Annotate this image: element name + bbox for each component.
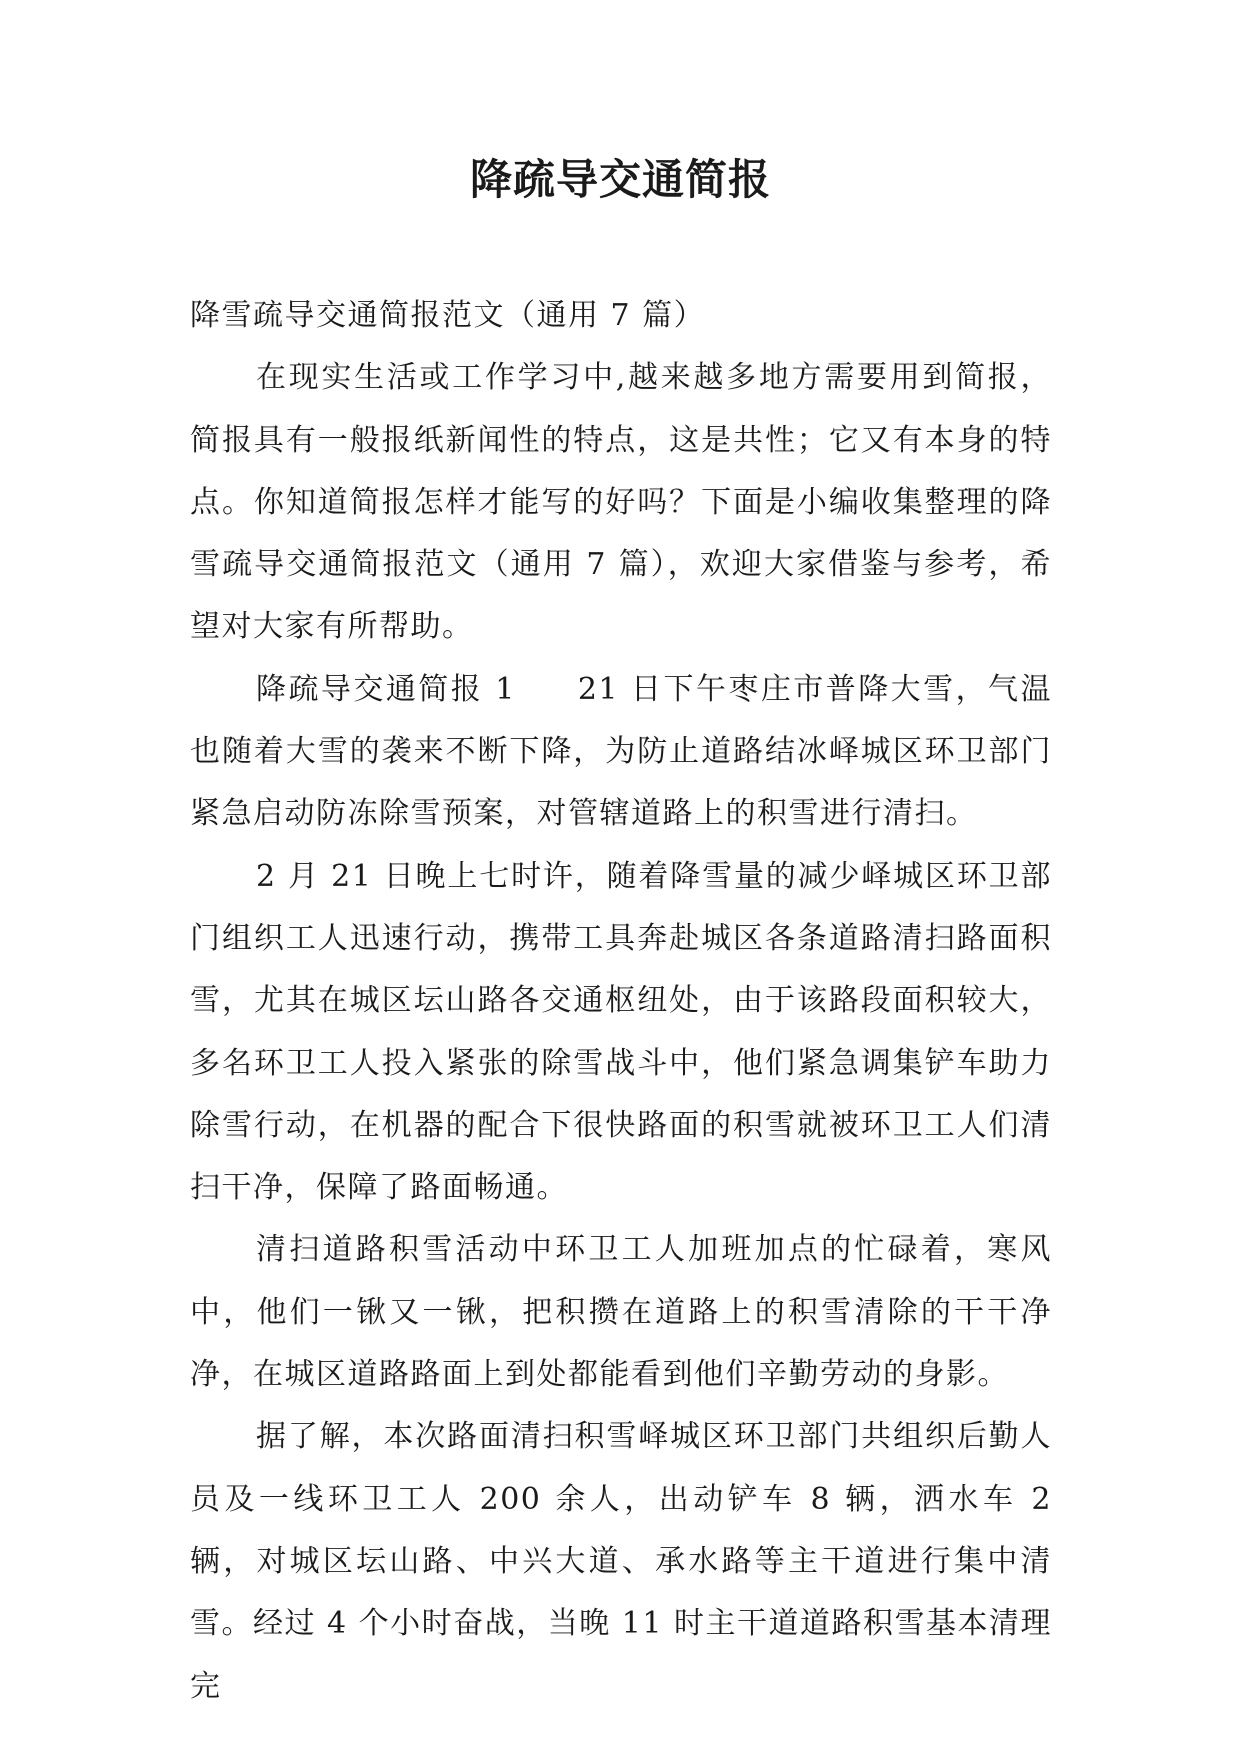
section-label: 降疏导交通简报 1 xyxy=(256,671,516,707)
body-paragraph: 清扫道路积雪活动中环卫工人加班加点的忙碌着，寒风中，他们一锹又一锹，把积攒在道路上的积雪清除的干干净净，在城区道路路面上到处都能看到他们辛勤劳动的身影。 xyxy=(190,1232,1052,1393)
document-body xyxy=(190,285,1052,1718)
section-1-paragraph xyxy=(190,659,1052,846)
intro-paragraph: 在现实生活或工作学习中,越来越多地方需要用到简报，简报具有一般报纸新闻性的特点，这是共性；它又有本身的特点。你知道简报怎样才能写的好吗？下面是小编收集整理的降雪疏导交通简报范文（通用 7 篇），欢迎大家借鉴与参考，希望对大家有所帮助。 xyxy=(190,360,1052,645)
section-1-text: 21 日下午枣庄市普降大雪，气温也随着大雪的袭来不断下降，为防止道路结冰峄城区环卫部门紧急启动防冻除雪预案，对管辖道路上的积雪进行清扫。 xyxy=(190,671,1052,832)
document-title: 降疏导交通简报 xyxy=(469,155,771,204)
document-subtitle: 降雪疏导交通简报范文（通用 7 篇） xyxy=(190,298,706,333)
body-paragraph: 2 月 21 日晚上七时许，随着降雪量的减少峄城区环卫部门组织工人迅速行动，携带工具奔赴城区各条道路清扫路面积雪，尤其在城区坛山路各交通枢纽处，由于该路段面积较大，多名环卫工人投入紧张的除雪战斗中，他们紧急调集铲车助力除雪行动，在机器的配合下很快路面的积雪就被环卫工人们清扫干净，保障了路面畅通。 xyxy=(190,858,1052,1206)
body-paragraph: 据了解，本次路面清扫积雪峄城区环卫部门共组织后勤人员及一线环卫工人 200 余人，出动铲车 8 辆，洒水车 2 辆，对城区坛山路、中兴大道、承水路等主干道进行集中清雪。经过 4 个小时奋战，当晚 11 时主干道道路积雪基本清理完 xyxy=(190,1419,1052,1704)
